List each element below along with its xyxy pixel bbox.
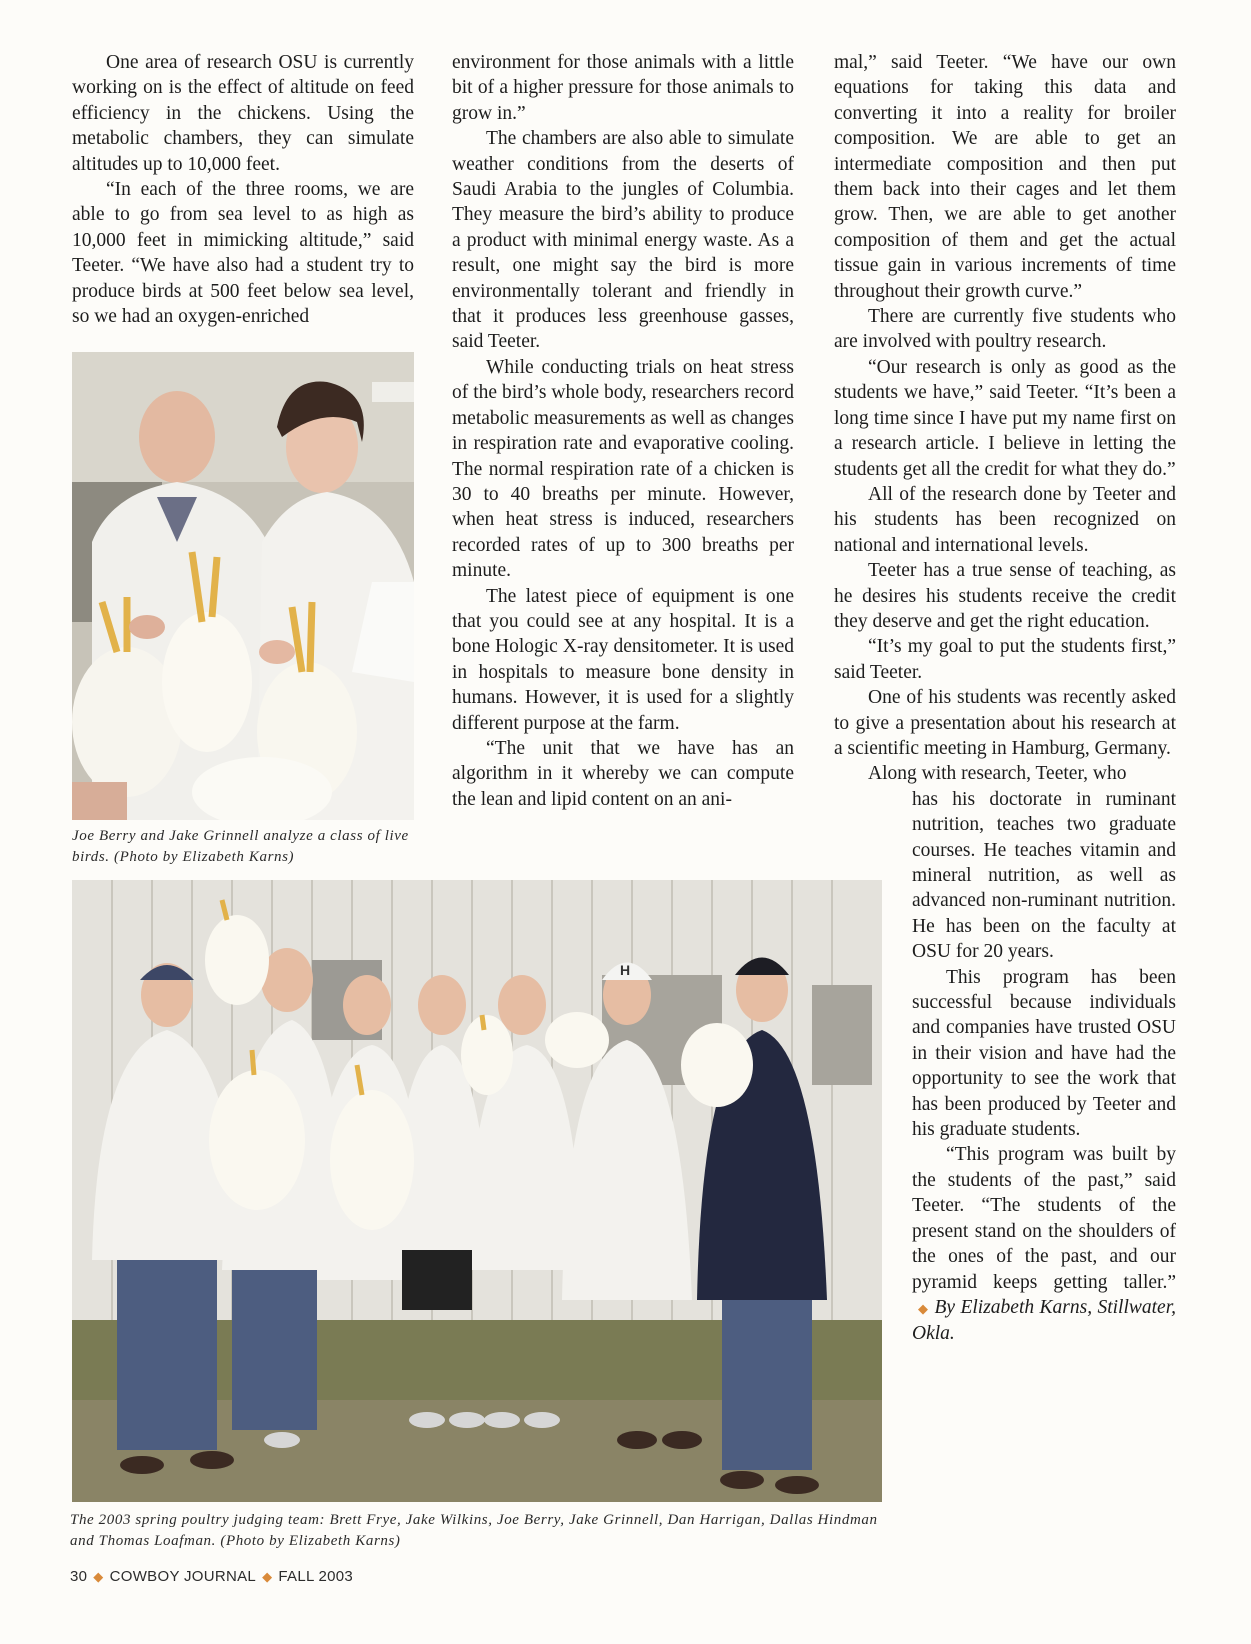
paragraph: “The unit that we have has an algorithm in it whereby we can compute the lean and lipid content on an ani- <box>452 737 794 810</box>
cap-letter: H <box>620 962 631 978</box>
paragraph: One of his students was recently asked to give a presentation about his research at a scientific meeting in Hamburg, Germany. <box>834 687 1176 759</box>
article-column-3 <box>834 50 1176 1347</box>
paragraph: The chambers are also able to simulate weather conditions from the deserts of Saudi Arabia to the jungles of Columbia. They measure the bird’s ability to produce a product with minimal energy waste. As a result, one might say the bird is more environmentally tolerant and friendly in that it produces less greenhouse gasses, said Teeter. <box>452 128 794 353</box>
closing-quote: “This program was built by the students of the past,” said Teeter. “The students of the present stand on the shoulders of the ones of the past, and our pyramid keeps getting taller.” <box>912 1144 1176 1293</box>
paragraph: “It’s my goal to put the students first,” said Teeter. <box>834 636 1176 683</box>
byline: By Elizabeth Karns, Stillwater, Okla. <box>912 1296 1176 1345</box>
paragraph: This program has been successful because individuals and companies have trusted OSU in their vision and have had the opportunity to see the work that has been produced by Teeter and his graduate students. <box>912 966 1176 1141</box>
issue-label: FALL 2003 <box>278 1568 354 1585</box>
paragraph: While conducting trials on heat stress of the bird’s whole body, researchers record metabolic measurements as well as changes in respiration rate and evaporative cooling. The normal respiration rate of a chicken is 30 to 40 breaths per minute. However, when heat stress is induced, researchers recorded rates of up to 300 breaths per minute. <box>452 356 794 582</box>
diamond-icon: ◆ <box>93 1569 104 1584</box>
paragraph <box>912 1142 1176 1346</box>
paragraph: There are currently five students who are involved with poultry research. <box>834 306 1176 353</box>
photo-lab-analysis <box>72 352 414 820</box>
publication-name: COWBOY JOURNAL <box>109 1568 257 1585</box>
article-column-2 <box>452 50 794 812</box>
lab-photo-illustration <box>72 352 414 820</box>
paragraph: All of the research done by Teeter and his students has been recognized on national and international levels. <box>834 483 1176 556</box>
paragraph: The latest piece of equipment is one that you could see at any hospital. It is a bone Hologic X-ray densitometer. It is used in hospitals to measure bone density in humans. However, it is used for a slightly different purpose at the farm. <box>452 585 794 734</box>
paragraph: mal,” said Teeter. “We have our own equations for taking this data and converting it into a reality for broiler composition. We are able to get an intermediate composition and then put them back into their cages and let them grow. Then, we are able to get another composition of them and get the actual tissue gain in various increments of time throughout their growth curve.” <box>834 52 1176 302</box>
photo-judging-team <box>72 880 882 1502</box>
diamond-icon: ◆ <box>918 1300 929 1316</box>
photo1-caption: Joe Berry and Jake Grinnell analyze a class of live birds. (Photo by Elizabeth Karns) <box>72 828 409 865</box>
paragraph: One area of research OSU is currently working on is the effect of altitude on feed efficiency in the chickens. Using the metabolic chambers, they can simulate altitudes up to 10,000 feet. <box>72 52 414 175</box>
article-column-1 <box>72 50 414 329</box>
paragraph: Along with research, Teeter, who <box>868 763 1127 785</box>
paragraph: environment for those animals with a little bit of a higher pressure for those animals to grow in.” <box>452 52 794 124</box>
inset-text-block <box>912 787 1176 1347</box>
page-footer <box>70 1568 353 1585</box>
paragraph: “In each of the three rooms, we are able to go from sea level to as high as 10,000 feet in mimicking altitude,” said Teeter. “We have also had a student try to produce birds at 500 feet below sea level, so we had an oxygen-enriched <box>72 179 414 328</box>
paragraph: “Our research is only as good as the students we have,” said Teeter. “It’s been a long time since I have put my name first on a research article. I believe in letting the students get all the credit for what they do.” <box>834 356 1176 480</box>
photo2-caption: The 2003 spring poultry judging team: Brett Frye, Jake Wilkins, Joe Berry, Jake Grinnell, Dan Harrigan, Dallas Hindman and Thomas Loafman. (Photo by Elizabeth Karns) <box>70 1512 878 1549</box>
paragraph: Teeter has a true sense of teaching, as he desires his students receive the credit they deserve and get the right education. <box>834 560 1176 632</box>
diamond-icon: ◆ <box>262 1569 273 1584</box>
team-photo-illustration <box>72 880 882 1502</box>
paragraph: has his doctorate in ruminant nutrition, teaches two graduate courses. He teaches vitamin and mineral nutrition, as well as advanced non-ruminant nutrition. He has been on the faculty at OSU for 20 years. <box>912 788 1176 963</box>
page-number: 30 <box>70 1568 88 1585</box>
